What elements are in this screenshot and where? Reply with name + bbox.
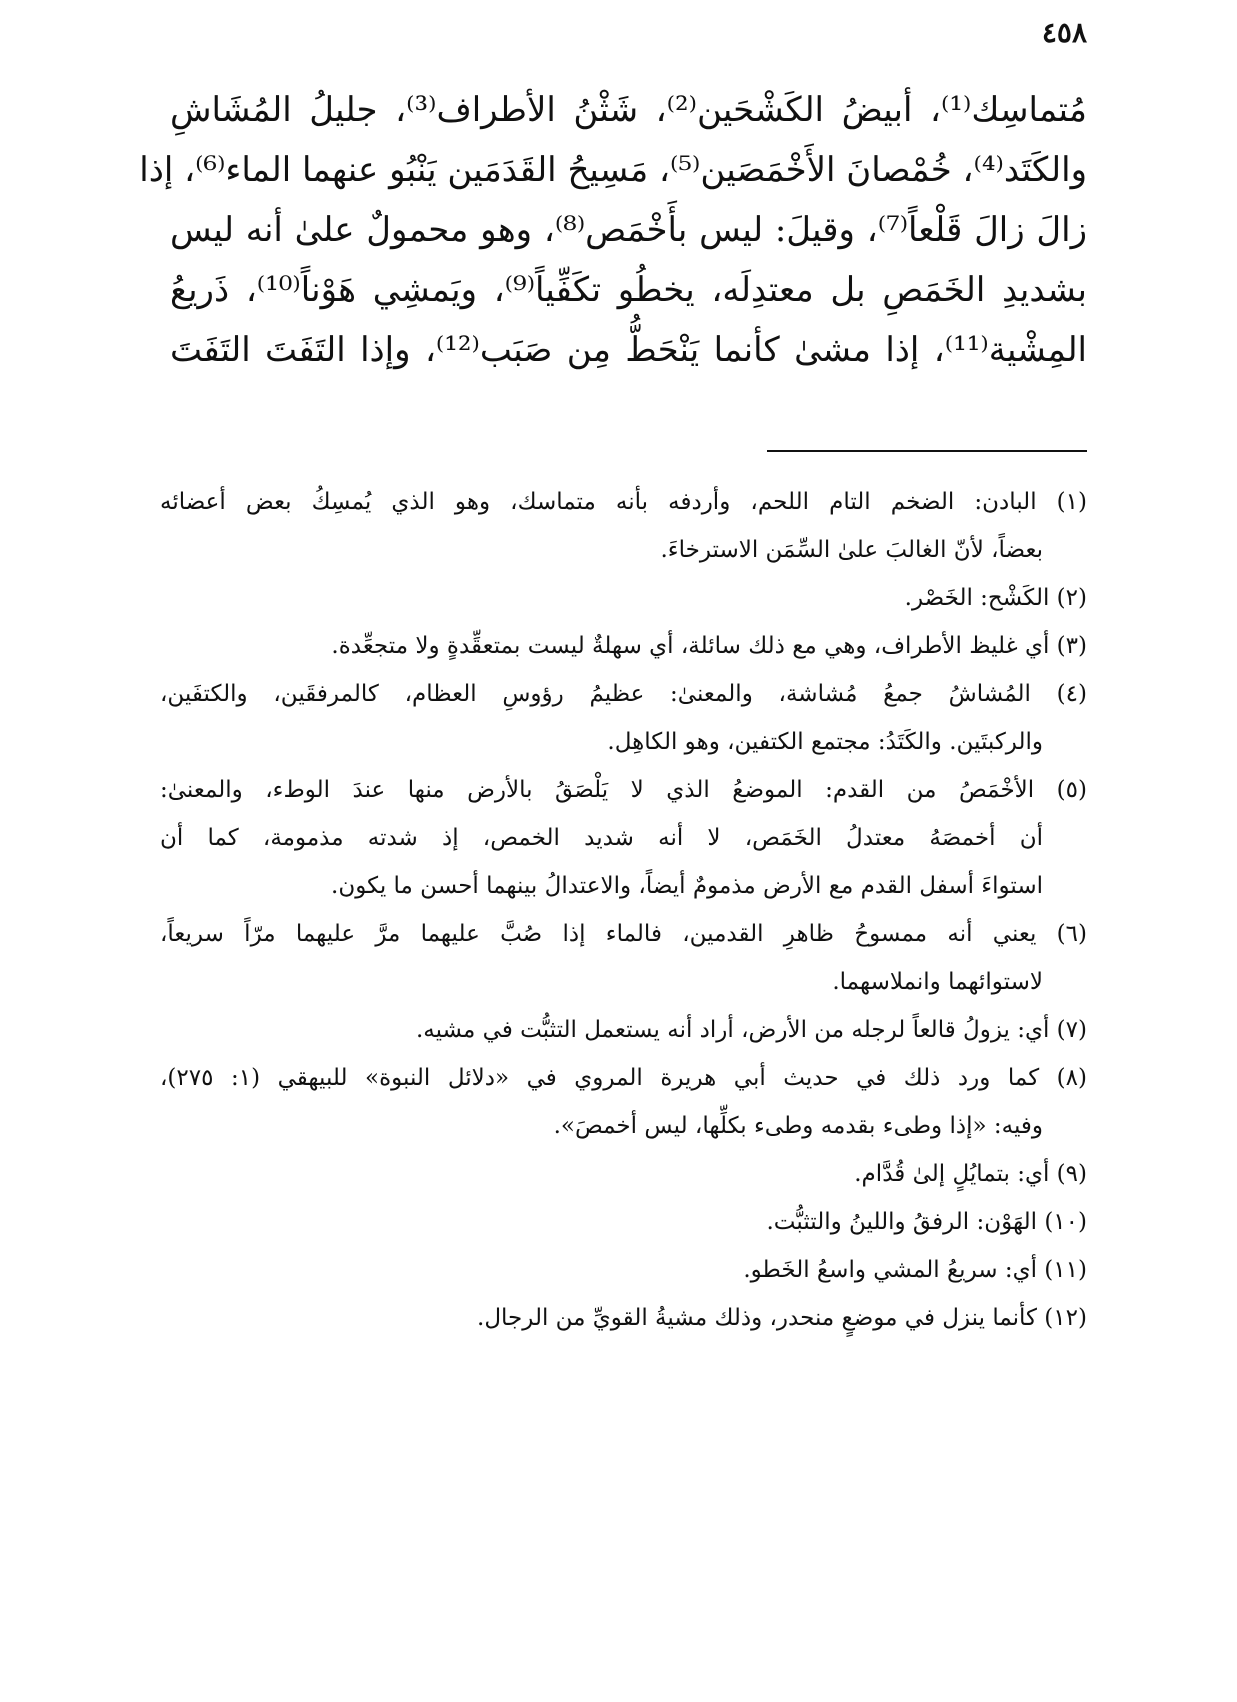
main-text-line: بشديدِ الخَمَصِ بل معتدِلَه، يخطُو تكَفِّياً⁽⁹⁾، ويَمشِي هَوْناً⁽¹⁰⁾، ذَريعُ (170, 270, 1087, 310)
footnote-line: (١) البادن: الضخم التام اللحم، وأردفه بأنه متماسك، وهو الذي يُمسِكُ بعض أعضائه (160, 489, 1087, 515)
footnote-line: (٧) أي: يزولُ قالعاً لرجله من الأرض، أراد أنه يستعمل التثبُّت في مشيه. (415, 1017, 1087, 1043)
main-text-line: والكَتَد⁽⁴⁾، خُمْصانَ الأَخْمَصَين⁽⁵⁾، مَسِيحُ القَدَمَين يَنْبُو عنهما الماء⁽⁶⁾، إذا (139, 150, 1087, 190)
page-number: ٤٥٨ (1041, 16, 1087, 49)
footnote-line: (٥) الأخْمَصُ من القدم: الموضعُ الذي لا يَلْصَقُ بالأرض منها عندَ الوطء، والمعنىٰ: (160, 777, 1087, 803)
footnote-1 (160, 478, 1087, 574)
footnote-line: أن أخمصَهُ معتدلُ الخَمَص، لا أنه شديد الخمص، إذ شدته مذمومة، كما أن (160, 825, 1043, 851)
footnote-line: (٩) أي: بتمايُلٍ إلىٰ قُدَّام. (854, 1161, 1087, 1187)
footnote-4 (160, 670, 1087, 766)
footnote-line: (٢) الكَشْح: الخَصْر. (904, 585, 1087, 611)
footnote-line: (١١) أي: سريعُ المشي واسعُ الخَطو. (743, 1257, 1087, 1283)
main-text-line: زالَ زالَ قَلْعاً⁽⁷⁾، وقيلَ: ليس بأَخْمَص⁽⁸⁾، وهو محمولٌ علىٰ أنه ليس (170, 210, 1088, 250)
footnote-2 (160, 574, 1087, 622)
footnote-5 (160, 766, 1087, 910)
footnote-line: (٨) كما ورد ذلك في حديث أبي هريرة المروي في «دلائل النبوة» للبيهقي (١: ٢٧٥)، (160, 1065, 1087, 1091)
main-text-line: المِشْية⁽¹¹⁾، إذا مشىٰ كأنما يَنْحَطُّ مِن صَبَب⁽¹²⁾، وإذا التَفَتَ التَفَتَ (170, 330, 1088, 370)
footnote-line: لاستوائهما وانملاسهما. (832, 969, 1043, 995)
footnote-line: (١٠) الهَوْن: الرفقُ واللينُ والتثبُّت. (766, 1209, 1087, 1235)
footnote-3 (160, 622, 1087, 670)
footnote-divider (767, 450, 1087, 452)
footnote-12 (160, 1294, 1087, 1342)
footnote-line: (٤) المُشاشُ جمعُ مُشاشة، والمعنىٰ: عظيمُ رؤوسِ العظام، كالمرفقَين، والكتفَين، (160, 681, 1087, 707)
main-text (139, 80, 1088, 380)
footnote-line: وفيه: «إذا وطىء بقدمه وطىء بكلِّها، ليس أخمصَ». (553, 1113, 1043, 1139)
footnote-line: (١٢) كأنما ينزل في موضعٍ منحدر، وذلك مشيةُ القويِّ من الرجال. (477, 1305, 1087, 1331)
footnote-7 (160, 1006, 1087, 1054)
footnote-line: بعضاً، لأنّ الغالبَ علىٰ السِّمَن الاسترخاءَ. (660, 537, 1043, 563)
footnote-line: والركبتَين. والكَتَدُ: مجتمع الكتفين، وهو الكاهِل. (607, 729, 1043, 755)
main-text-line: مُتماسِك⁽¹⁾، أبيضُ الكَشْحَين⁽²⁾، شَثْنُ الأطراف⁽³⁾، جليلُ المُشَاشِ (170, 90, 1087, 130)
footnote-11 (160, 1246, 1087, 1294)
footnotes (160, 478, 1087, 1342)
footnote-9 (160, 1150, 1087, 1198)
footnote-10 (160, 1198, 1087, 1246)
footnote-line: (٦) يعني أنه ممسوحُ ظاهرِ القدمين، فالماء إذا صُبَّ عليهما مرَّ عليهما مرّاً سريعاً، (160, 921, 1087, 947)
footnote-line: (٣) أي غليظ الأطراف، وهي مع ذلك سائلة، أي سهلةٌ ليست بمتعقِّدةٍ ولا متجعِّدة. (331, 633, 1087, 659)
footnote-6 (160, 910, 1087, 1006)
footnote-line: استواءَ أسفل القدم مع الأرض مذمومٌ أيضاً، والاعتدالُ بينهما أحسن ما يكون. (331, 873, 1043, 899)
footnote-8 (160, 1054, 1087, 1150)
